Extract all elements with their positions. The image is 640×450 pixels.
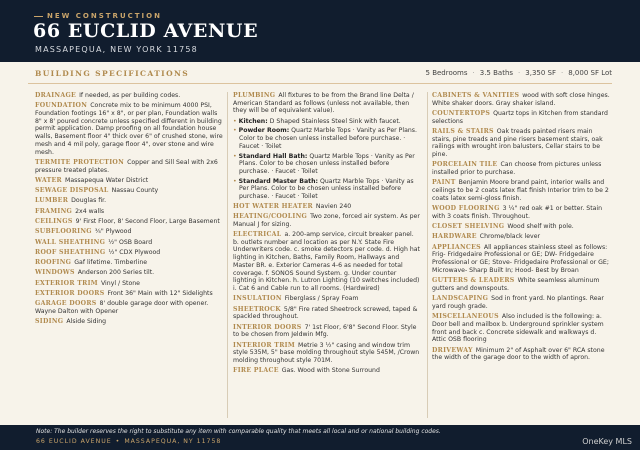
spec-label: SHEETROCK	[233, 305, 281, 313]
spec-item	[432, 277, 610, 292]
column-divider	[427, 92, 428, 418]
spec-text: 8' double garage door with opener. Wayne Dalton with Opener	[35, 300, 209, 316]
spec-label: LUMBER	[35, 197, 69, 205]
spec-item	[233, 231, 421, 293]
spec-item	[35, 259, 223, 267]
spec-label: SEWAGE DISPOSAL	[35, 187, 109, 195]
spec-item	[233, 92, 421, 115]
bullet-text: D Shaped Stainless Steel Sink with faucet.	[269, 117, 401, 125]
spec-item	[35, 249, 223, 257]
spec-text: Fiberglass / Spray Foam	[284, 295, 359, 303]
spec-text: Anderson 200 Series tilt.	[77, 269, 155, 277]
plumbing-bullet	[233, 153, 421, 176]
spec-item	[35, 92, 223, 100]
spec-label: ROOFING	[35, 259, 72, 267]
spec-label: EXTERIOR DOORS	[35, 290, 105, 298]
bullet-icon: •	[233, 127, 237, 135]
spec-item	[432, 295, 610, 310]
spec-label: MISCELLANEOUS	[432, 313, 499, 321]
spec-text: wood with soft close hinges. White shaker doors. Gray shaker island.	[432, 92, 610, 107]
footer-town: MASSAPEQUA, NY 11758	[124, 438, 222, 445]
spec-label: ELECTRICAL	[233, 231, 282, 239]
spec-item	[233, 213, 421, 228]
spec-text: 5/8" Fire rated Sheetrock screwed, taped & spackled throughout.	[233, 305, 418, 321]
spec-column-2	[233, 92, 421, 378]
spec-text: Front 36" Main with 12" Sidelights	[107, 290, 213, 298]
spec-label: INTERIOR TRIM	[233, 341, 295, 349]
bullet-text: Quartz Marble Tops · Vanity as Per Plans. Color to be chosen unless installed before purchase. · Faucet · Toilet	[239, 127, 417, 150]
spec-text: ¾" Plywood	[94, 228, 132, 236]
spec-label: FIRE PLACE	[233, 367, 279, 375]
page-title: 66 EUCLID AVENUE	[33, 20, 259, 42]
spec-text: Two zone, forced air system. As per Manual J for sizing.	[233, 213, 420, 228]
spec-label: DRAINAGE	[35, 92, 77, 99]
baths: 3.5 Baths	[479, 69, 514, 77]
spec-label: TERMITE PROTECTION	[35, 158, 125, 166]
spec-text: Quartz tops in Kitchen from standard selections	[432, 110, 608, 125]
spec-bar	[28, 66, 612, 82]
spec-text: Gaf lifetime. Timberline	[74, 259, 148, 267]
spec-label: SUBFLOORING	[35, 228, 92, 236]
lot-size: 8,000 SF Lot	[568, 69, 612, 77]
spec-text: Metrie 3 ½" casing and window trim style 535M, 5" base molding throughout style 545M, /Crown molding throughout style 701M.	[233, 341, 420, 364]
spec-item	[432, 128, 610, 159]
spec-heading: BUILDING SPECIFICATIONS	[35, 69, 190, 78]
spec-text: Chrome/black lever	[479, 233, 541, 241]
spec-label: ROOF SHEATHING	[35, 248, 106, 256]
spec-text: Concrete mix to be minimum 4000 PSI, Foundation footings 16" x 8", or per plan, Foundation walls 8" x 8' poured concrete unless specified different in building permit application. Damp proofing on all foundation house walls, Basement floor 4" thick over 6" of crushed stone, wire mesh and 4 mil poly, garage floor 4", over stone and wire mesh.	[35, 102, 223, 156]
spec-text: All appliances stainless steel as follows: Frig- Fridgedaire Professional or GE; DW- Fridgedaire Professional or GE; Stove- Fridgedaire Professional or GE; Microwave- Sharp Built In; Hood- Best by Broan	[432, 243, 609, 274]
divider	[28, 83, 612, 84]
footer-note: Note: The builder reserves the right to substitute any item with comparable quality that meets all local and or national building codes.	[36, 428, 441, 435]
spec-text: ½" CDX Plywood	[108, 248, 161, 256]
spec-column-3	[432, 92, 610, 365]
spec-item	[432, 223, 610, 231]
spec-item	[35, 218, 223, 226]
bullet-text: Quartz Marble Tops · Vanity as Per Plans. Color to be chosen unless installed before purchase. · Faucet · Toilet	[239, 152, 415, 175]
spec-text: Douglas fir.	[71, 197, 107, 205]
spec-item	[432, 179, 610, 202]
bedrooms: 5 Bedrooms	[425, 69, 468, 77]
spec-text: Massapequa Water District	[64, 176, 149, 184]
spec-text: ½" OSB Board	[108, 238, 153, 246]
spec-item	[233, 203, 421, 211]
spec-item	[35, 290, 223, 298]
spec-text: 3 ¼" red oak #1 or better. Stain with 3 coats finish. Throughout.	[432, 205, 603, 220]
plumbing-bullet	[233, 118, 421, 126]
spec-item	[35, 187, 223, 195]
spec-text: 7' 1st Floor, 6'8" Second Floor. Style to be chosen from Jeldwin Mfg.	[233, 323, 417, 339]
spec-text: If needed, as per building codes.	[79, 92, 181, 99]
spec-item	[35, 159, 223, 174]
spec-item	[233, 367, 421, 375]
spec-item	[432, 313, 610, 344]
spec-label: PLUMBING	[233, 92, 276, 99]
spec-label: DRIVEWAY	[432, 346, 473, 354]
spec-text: Vinyl / Stone	[100, 279, 140, 287]
spec-summary: 5 Bedrooms · 3.5 Baths · 3,350 SF · 8,000 SF Lot	[425, 69, 612, 77]
spec-item	[35, 228, 223, 236]
spec-text: Gas. Wood with Stone Surround	[281, 367, 380, 375]
spec-item	[432, 244, 610, 275]
spec-label: CABINETS & VANITIES	[432, 92, 520, 99]
spec-text: 2x4 walls	[75, 207, 105, 215]
spec-label: WALL SHEATHING	[35, 238, 106, 246]
spec-label: COUNTERTOPS	[432, 110, 491, 117]
spec-text: Benjamin Moore brand paint, interior walls and ceilings to be 2 coats latex flat finish Interior trim to be 2 coats latex semi-gloss finish.	[432, 179, 609, 202]
spec-text: Navien 240	[315, 202, 352, 210]
kicker-rule	[34, 16, 43, 17]
spec-list	[233, 203, 421, 375]
spec-label: RAILS & STAIRS	[432, 128, 494, 135]
spec-item	[35, 300, 223, 315]
spec-text: White seamless aluminum gutters and downspouts.	[432, 277, 600, 292]
spec-label: CLOSET SHELVING	[432, 223, 505, 231]
spec-label: WATER	[35, 176, 62, 184]
spec-item	[233, 324, 421, 339]
spec-text: Also included is the following: a. Door bell and mailbox b. Underground sprinkler system front and back c. Concrete sidewalk and walkways d. Attic OSB flooring	[432, 313, 604, 344]
spec-text: Can choose from pictures unless installed prior to purchase.	[432, 161, 602, 177]
spec-item	[432, 233, 610, 241]
spec-text: Copper and Sill Seal with 2x6 pressure treated plates.	[35, 158, 218, 174]
spec-text: Oak treads painted risers main stairs, pine treads and pine risers basement stairs, oak railings with wrought iron balusters, Cellar stairs to be pine.	[432, 128, 603, 159]
kicker-text: NEW CONSTRUCTION	[47, 12, 162, 20]
spec-label: HOT WATER HEATER	[233, 202, 313, 210]
spec-item	[432, 110, 610, 125]
spec-label: EXTERIOR TRIM	[35, 279, 98, 287]
spec-label: FRAMING	[35, 207, 73, 215]
plumbing-bullets	[233, 118, 421, 201]
square-feet: 3,350 SF	[525, 69, 556, 77]
spec-label: HEATING/COOLING	[233, 213, 308, 221]
spec-item	[35, 177, 223, 185]
spec-label: FOUNDATION	[35, 102, 88, 110]
column-divider	[227, 92, 228, 418]
spec-text: Nassau County	[111, 187, 159, 195]
spec-text: a. 200-amp service, circuit breaker panel. b. outlets number and location as per N.Y. State Fire Underwriters code. c. smoke detectors per code. d. High hat lighting in Kitchen, Baths, Family Room, Hallways and Master BR. e. Exterior Cameras 4-6 as needed for total coverage. f. SONOS Sound System. g. Under counter lighting in Kitchen. h. Lutron Lighting (10 switches included) i. Cat 6 and Cable run to all rooms. (Hardwired)	[233, 231, 420, 292]
spec-label: PAINT	[432, 179, 456, 187]
bullet-text: Quartz Marble Tops · Vanity as Per Plans. Color to be chosen unless installed before purchase. · Faucet · Toilet	[239, 177, 414, 201]
spec-label: GARAGE DOORS	[35, 300, 97, 308]
kicker	[34, 12, 162, 20]
spec-item	[35, 280, 223, 288]
page-subtitle: MASSAPEQUA, NEW YORK 11758	[35, 45, 198, 54]
mls-watermark: OneKey MLS	[582, 437, 632, 446]
bullet-head: Powder Room:	[238, 127, 290, 135]
spec-text: Alside Siding	[66, 318, 107, 326]
spec-item	[35, 269, 223, 277]
bullet-head: Kitchen:	[238, 117, 268, 125]
spec-label: SIDING	[35, 318, 64, 326]
spec-text: Sod in front yard. No plantings. Rear yard rough grade.	[432, 295, 604, 310]
spec-item	[432, 161, 610, 176]
footer-banner	[0, 425, 640, 450]
spec-column-1	[35, 92, 223, 329]
spec-item	[35, 102, 223, 156]
footer-address: 66 EUCLID AVENUE • MASSAPEQUA, NY 11758	[36, 438, 222, 445]
spec-label: GUTTERS & LEADERS	[432, 277, 515, 285]
spec-item	[233, 342, 421, 365]
spec-item	[233, 306, 421, 321]
spec-label: INSULATION	[233, 295, 282, 303]
spec-item	[35, 197, 223, 205]
plumbing-bullet	[233, 178, 421, 201]
bullet-icon: •	[233, 117, 237, 125]
header-banner	[0, 0, 640, 62]
spec-item	[432, 347, 610, 362]
footer-street: 66 EUCLID AVENUE	[36, 438, 112, 445]
spec-label: PORCELAIN TILE	[432, 161, 498, 169]
spec-label: LANDSCAPING	[432, 295, 489, 303]
bullet-head: Standard Master Bath:	[238, 177, 318, 185]
plumbing-bullet	[233, 127, 421, 150]
spec-item	[233, 295, 421, 303]
spec-label: WOOD FLOORING	[432, 205, 500, 213]
spec-item	[35, 208, 223, 216]
bullet-icon: •	[233, 152, 237, 160]
spec-label: CEILINGS	[35, 218, 73, 225]
spec-text: Wood shelf with pole.	[507, 223, 574, 231]
spec-text: All fixtures to be from the Brand line Delta / American Standard as follows (unless not available, then they will be of equivalent value).	[233, 92, 414, 115]
spec-label: APPLIANCES	[432, 243, 481, 251]
spec-label: HARDWARE	[432, 233, 477, 241]
spec-text: Minimum 2" of Asphalt over 6" RCA stone the width of the garage door to the width of apron.	[432, 346, 605, 362]
spec-item	[432, 92, 610, 107]
spec-label: INTERIOR DOORS	[233, 323, 302, 331]
spec-item	[35, 318, 223, 326]
bullet-icon: •	[233, 177, 237, 185]
spec-item	[432, 205, 610, 220]
bullet-head: Standard Hall Bath:	[238, 152, 308, 160]
spec-text: 9' First Floor, 8' Second Floor, Large Basement	[75, 218, 220, 225]
spec-item	[35, 239, 223, 247]
spec-label: WINDOWS	[35, 269, 75, 277]
